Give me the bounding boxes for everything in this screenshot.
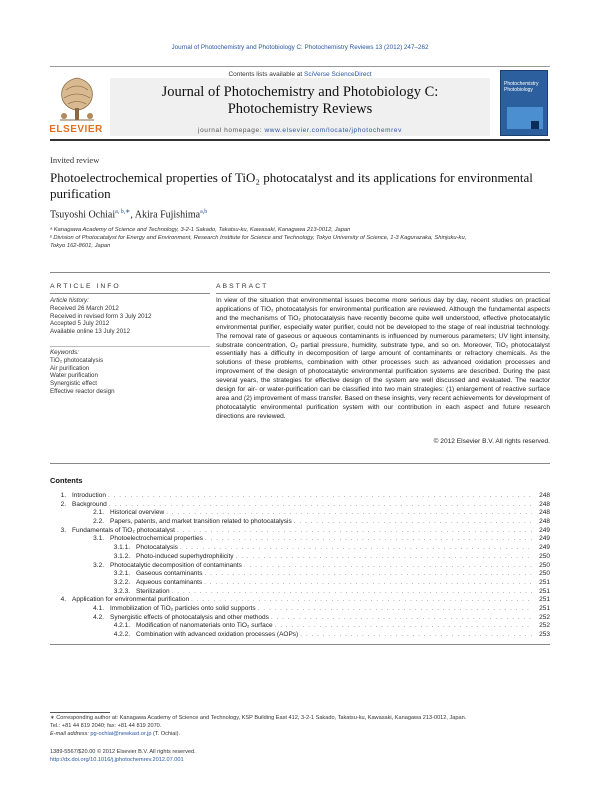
toc-leader-dots — [204, 579, 532, 586]
affiliation-b-line2: Tokyo 162-8601, Japan — [50, 243, 111, 249]
toc-number: 3.2. — [93, 561, 104, 569]
abstract-rule — [216, 293, 550, 294]
toc-page-number: 250 — [539, 552, 550, 560]
toc-label[interactable]: Photocatalytic decomposition of contaminants — [110, 561, 242, 569]
toc-entry[interactable] — [50, 544, 550, 553]
toc-page-number: 252 — [539, 622, 550, 630]
toc-leader-dots — [275, 622, 532, 629]
toc-page-number: 249 — [539, 544, 550, 552]
toc-number: 2.2. — [93, 518, 104, 526]
cover-square — [531, 121, 539, 129]
toc-leader-dots — [108, 492, 532, 499]
toc-label[interactable]: Photoelectrochemical properties — [110, 535, 203, 543]
date-received: Received 26 March 2012 — [50, 304, 119, 312]
toc-number: 3.2.1. — [113, 570, 130, 578]
contents-bottom-rule — [50, 644, 550, 645]
keyword: Synergistic effect — [50, 380, 98, 388]
copyright-notice: © 2012 Elsevier B.V. All rights reserved. — [433, 438, 550, 445]
footnote-tel: Tel.: +81 44 819 2040; fax: +81 44 819 2070. — [50, 723, 162, 729]
toc-number: 4.2.1. — [113, 622, 130, 630]
toc-label[interactable]: Synergistic effects of photocatalysis and other methods — [110, 613, 269, 621]
toc-label[interactable]: Fundamentals of TiO₂ photocatalyst — [72, 526, 175, 534]
footnote-email — [50, 731, 550, 739]
toc-entry[interactable] — [50, 535, 550, 544]
article-history — [50, 297, 210, 336]
toc-page-number: 250 — [539, 561, 550, 569]
contents-heading: Contents — [50, 476, 83, 485]
keyword: Effective reactor design — [50, 387, 115, 395]
issn-line: 1389-5567/$20.00 © 2012 Elsevier B.V. All rights reserved. — [50, 749, 196, 755]
abstract-heading: ABSTRACT — [216, 283, 269, 290]
toc-leader-dots — [166, 509, 532, 516]
toc-entry[interactable] — [50, 553, 550, 562]
toc-entry[interactable] — [50, 614, 550, 623]
keyword: Water purification — [50, 372, 98, 380]
doi-url[interactable]: http://dx.doi.org/10.1016/j.jphotochemrev.2012.07.001 — [50, 757, 184, 763]
toc-label[interactable]: Modification of nanomaterials onto TiO₂ surface — [136, 622, 273, 630]
journal-title — [110, 84, 490, 118]
toc-label[interactable]: Photo-induced superhydrophilicity — [136, 552, 234, 560]
affiliation-b-line1: ᵇ Division of Photocatalyst for Energy and Environment, Research Institute for Science and Technology, Tokyo University of Science, 1-3 Kagurazaka, Shinjuku-ku, — [50, 235, 467, 241]
toc-number: 4.1. — [93, 604, 104, 612]
toc-leader-dots — [271, 614, 532, 621]
toc-page-number: 251 — [539, 587, 550, 595]
author-ochiai: Tsuyoshi Ochiai — [50, 209, 116, 221]
journal-title-line1: Journal of Photochemistry and Photobiology C: — [161, 84, 439, 100]
toc-number: 4. — [60, 596, 66, 604]
toc-number: 2. — [60, 500, 66, 508]
toc-label[interactable]: Sterilization — [136, 587, 170, 595]
toc-label[interactable]: Application for environmental purification — [72, 596, 190, 604]
toc-entry[interactable] — [50, 622, 550, 631]
toc-entry[interactable] — [50, 527, 550, 536]
toc-page-number: 251 — [539, 596, 550, 604]
toc-number: 2.1. — [93, 509, 104, 517]
toc-entry[interactable] — [50, 570, 550, 579]
date-revised: Received in revised form 3 July 2012 — [50, 312, 152, 320]
toc-page-number: 251 — [539, 578, 550, 586]
header-bottom-rule — [50, 139, 550, 141]
toc-leader-dots — [300, 631, 532, 638]
toc-number: 4.2.2. — [113, 631, 130, 638]
toc-number: 1. — [60, 492, 66, 499]
date-online: Available online 13 July 2012 — [50, 328, 131, 336]
author1-affil-marks[interactable]: a, b,∗ — [115, 209, 131, 215]
abstract-text: In view of the situation that environmental issues become more serious day by day, recent studies on practical applications of TiO₂ photocatalysis for environmental purification are reviewed. Although the fundamental aspects and the mechanisms of TiO₂ photocatalysis have recently become quite well understood, effective photocatalytic environmental purifier, especially water purifier, could not be developed to the stage of real industrial technology. The removal rate of gaseous or aqueous contaminants is influenced by numerous parameters; UV light intensity, substrate concentration, O₂ partial pressure, humidity, substrate type, and so on. Moreover, TiO₂ photocatalyst essentially has a difficulty in decomposition of large amount of contaminants or refractory chemicals. As the solutions of these problems, combination with other processes such as advanced oxidation processes and improvement of the design of photocatalytic environmental purification systems are described. During the past several years, the strategies for effective design of the system are well discussed and evaluated. The reactor design for air- or water-purification can be classified into two main strategies: (1) enlargement of reactive surface area and (2) improvement of mass transfer. Based on these insights, very recent achievements for development of photocatalytic environmental purification system with our contribution in each aspect and future research directions are reviewed. — [216, 297, 550, 420]
toc-label[interactable]: Photocatalysis — [136, 544, 178, 552]
article-info-heading: ARTICLE INFO — [50, 283, 121, 290]
toc-page-number: 252 — [539, 613, 550, 621]
toc-entry[interactable] — [50, 518, 550, 527]
toc-label[interactable]: Background — [72, 500, 107, 508]
toc-leader-dots — [258, 605, 532, 612]
date-accepted: Accepted 5 July 2012 — [50, 320, 110, 328]
toc-leader-dots — [294, 518, 532, 525]
toc-label[interactable]: Introduction — [72, 492, 106, 499]
toc-label[interactable]: Historical overview — [110, 509, 165, 517]
journal-homepage — [110, 127, 490, 134]
toc-page-number: 253 — [539, 631, 550, 638]
keyword: TiO₂ photocatalysis — [50, 356, 104, 364]
journal-reference[interactable]: Journal of Photochemistry and Photobiology C: Photochemistry Reviews 13 (2012) 247–262 — [171, 44, 429, 51]
toc-number: 3.2.3. — [113, 587, 130, 595]
toc-page-number: 248 — [539, 500, 550, 508]
header-top-rule — [50, 66, 550, 67]
authors-line — [50, 208, 207, 220]
toc-label[interactable]: Combination with advanced oxidation processes (AOPs) — [136, 631, 299, 638]
author-separator: , — [130, 209, 133, 221]
toc-label[interactable]: Papers, patents, and market transition related to photocatalysis — [110, 518, 292, 526]
toc-entry[interactable] — [50, 562, 550, 571]
toc-page-number: 248 — [539, 492, 550, 499]
journal-cover-thumbnail — [500, 70, 548, 136]
toc-number: 3.1.2. — [113, 552, 130, 560]
keywords-label: Keywords: — [50, 349, 79, 356]
toc-page-number: 248 — [539, 518, 550, 526]
toc-entry[interactable] — [50, 501, 550, 510]
toc-number: 3.1. — [93, 535, 104, 543]
toc-label[interactable]: Aqueous contaminants — [136, 578, 203, 586]
toc-page-number: 249 — [539, 535, 550, 543]
article-type: Invited review — [50, 155, 100, 165]
toc-number: 3.1.1. — [113, 544, 130, 552]
author2-affil-marks[interactable]: a,b — [200, 209, 208, 215]
toc-entry[interactable] — [50, 596, 550, 605]
email-suffix: (T. Ochiai). — [153, 731, 181, 737]
author-fujishima: Akira Fujishima — [134, 209, 201, 221]
toc-leader-dots — [244, 562, 532, 569]
email-link[interactable]: pg-ochiai@newkast.or.jp — [90, 731, 152, 737]
footnote-corresponding: ∗ Corresponding author at: Kanagawa Academy of Science and Technology, KSP Building East 412, 3-2-1 Sakado, Takatsu-ku, Kawasaki, Kanagawa 213-0012, Japan. — [50, 715, 467, 721]
contents-available-line — [110, 71, 490, 78]
history-label: Article history: — [50, 297, 89, 304]
toc-number: 3.2.2. — [113, 578, 130, 586]
homepage-link[interactable]: www.elsevier.com/locate/jphotochemrev — [264, 127, 402, 134]
toc-leader-dots — [204, 570, 532, 577]
toc-number: 3. — [60, 526, 66, 534]
homepage-prefix: journal homepage: — [198, 127, 263, 134]
toc-entry[interactable] — [50, 588, 550, 597]
toc-page-number: 251 — [539, 604, 550, 612]
article-info-rule — [50, 293, 210, 294]
keywords — [50, 349, 210, 396]
publisher-name: ELSEVIER — [49, 124, 103, 135]
cover-title: Photochemistry Photobiology — [504, 81, 539, 93]
affiliation-a: ᵃ Kanagawa Academy of Science and Technology, 3-2-1 Sakado, Takatsu-ku, Kawasaki, Kanagawa 213-0012, Japan — [50, 227, 351, 233]
toc-page-number: 249 — [539, 526, 550, 534]
toc-label[interactable]: Immobilization of TiO₂ particles onto solid supports — [110, 604, 256, 612]
toc-leader-dots — [177, 527, 532, 534]
toc-leader-dots — [109, 501, 532, 508]
toc-entry[interactable] — [50, 509, 550, 518]
journal-title-line2: Photochemistry Reviews — [227, 101, 373, 117]
footnote-rule — [50, 712, 110, 713]
sciencedirect-link[interactable]: SciVerse ScienceDirect — [303, 71, 372, 78]
toc-label[interactable]: Gaseous contaminants — [136, 570, 203, 578]
keywords-rule — [50, 346, 210, 347]
toc-page-number: 248 — [539, 509, 550, 517]
article-title: Photoelectrochemical properties of TiO₂ photocatalyst and its applications for environmental purification — [50, 170, 533, 201]
toc-leader-dots — [236, 553, 532, 560]
doi-link[interactable] — [50, 757, 550, 765]
toc-leader-dots — [180, 544, 532, 551]
toc-leader-dots — [172, 588, 532, 595]
contents-top-rule — [50, 463, 550, 464]
email-label: E-mail address: — [50, 731, 89, 737]
keyword: Air purification — [50, 364, 90, 372]
toc-page-number: 250 — [539, 570, 550, 578]
toc-entry[interactable] — [50, 631, 550, 640]
toc-leader-dots — [191, 596, 532, 603]
section-rule — [50, 272, 550, 273]
toc-entry[interactable] — [50, 605, 550, 614]
table-of-contents — [50, 492, 550, 640]
toc-leader-dots — [205, 535, 532, 542]
toc-number: 4.2. — [93, 613, 104, 621]
toc-entry[interactable] — [50, 579, 550, 588]
toc-entry[interactable] — [50, 492, 550, 501]
contents-prefix: Contents lists available at — [228, 71, 303, 78]
